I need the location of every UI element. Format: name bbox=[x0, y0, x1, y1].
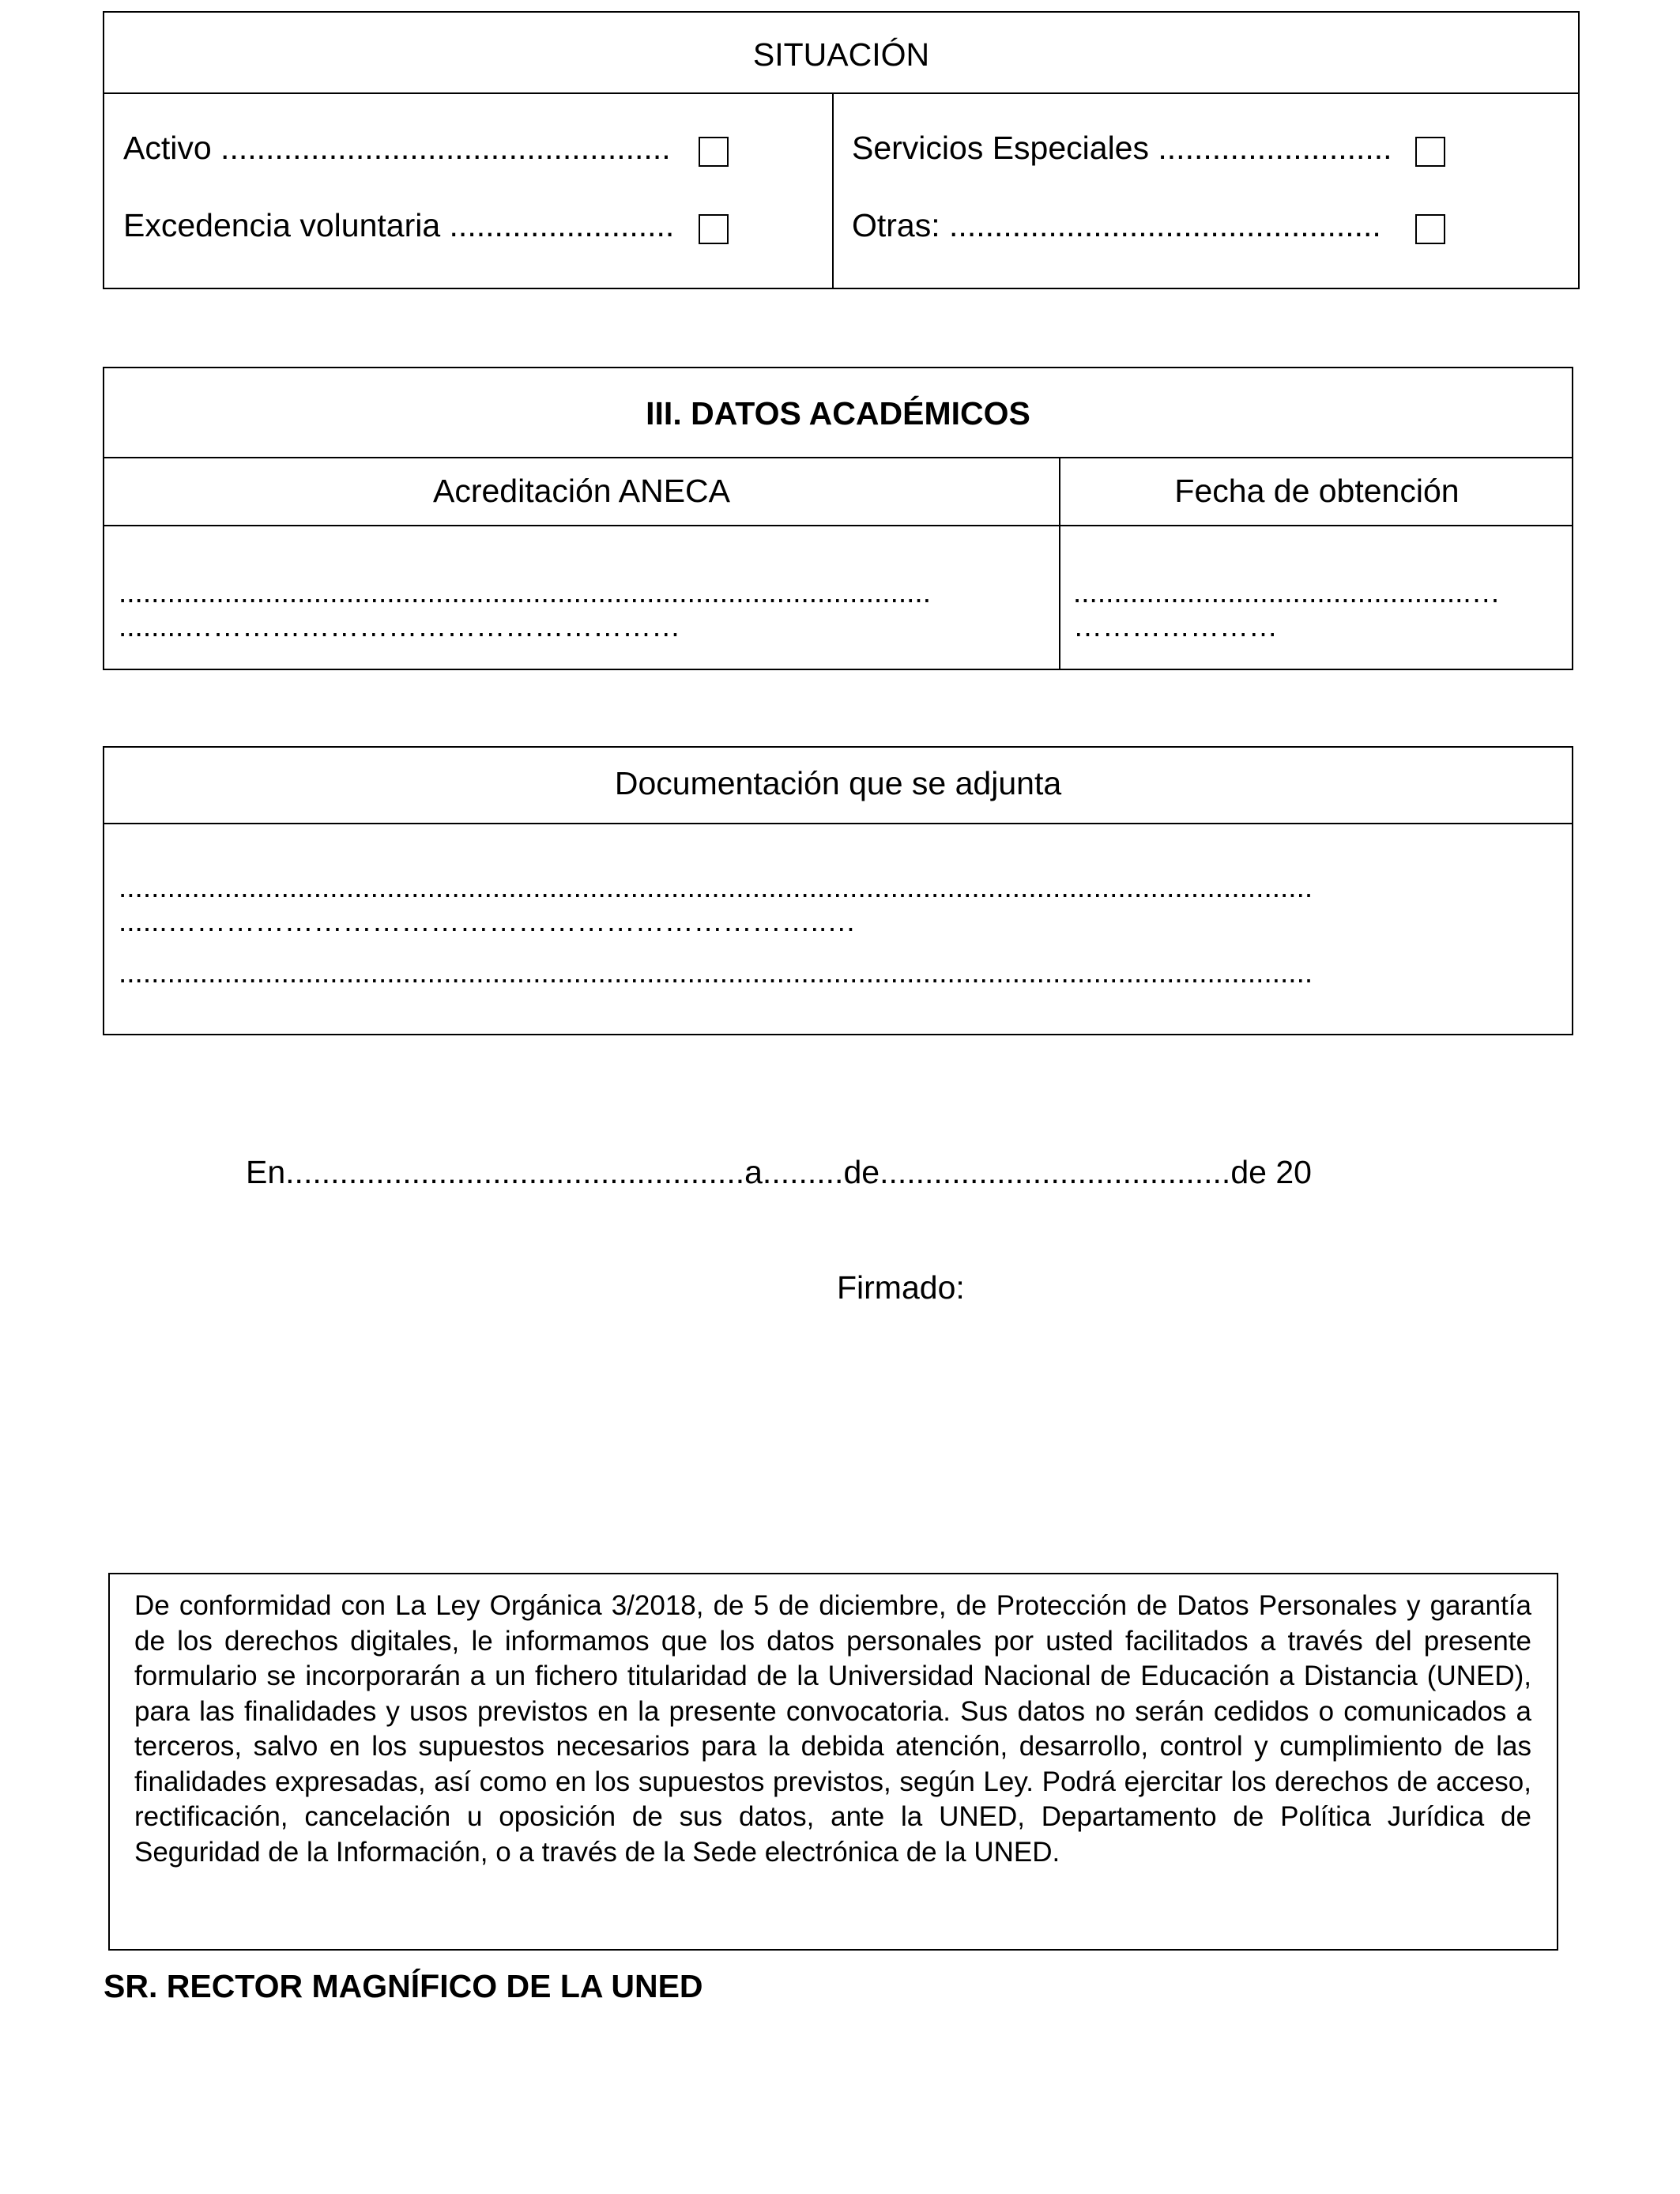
fecha-lugar-line bbox=[246, 1154, 1312, 1191]
datos-academicos-section bbox=[103, 367, 1573, 670]
checkbox-servicios-especiales[interactable] bbox=[1415, 137, 1445, 167]
option-label: Excedencia voluntaria bbox=[123, 207, 450, 243]
signature-area[interactable] bbox=[837, 1320, 1390, 1525]
option-label: Servicios Especiales bbox=[852, 130, 1158, 166]
fill-dots: ................................................................................................................................................... bbox=[119, 956, 1313, 989]
divider bbox=[832, 92, 834, 288]
documentacion-field[interactable] bbox=[119, 870, 1558, 1028]
option-otras bbox=[852, 207, 1381, 244]
firmado-label: Firmado: bbox=[837, 1269, 965, 1306]
fill-dots: ......... bbox=[762, 1154, 844, 1190]
fill-dots: ........…………………………………………… bbox=[119, 610, 681, 643]
fill-dots: ......…………………………………………………………..… bbox=[119, 905, 857, 937]
divider bbox=[104, 92, 1578, 94]
situacion-section bbox=[103, 11, 1580, 289]
fill-dots: .................................................. bbox=[220, 130, 671, 166]
checkbox-otras[interactable] bbox=[1415, 214, 1445, 244]
fill-dots: ................................................... bbox=[285, 1154, 745, 1190]
option-label: Activo bbox=[123, 130, 221, 166]
fill-dots: ………………… bbox=[1073, 610, 1278, 643]
fecha-de-20: de 20 bbox=[1230, 1154, 1312, 1190]
fill-dots: ....................................... bbox=[880, 1154, 1231, 1190]
addressee-footer: SR. RECTOR MAGNÍFICO DE LA UNED bbox=[104, 1968, 703, 2004]
documentacion-section bbox=[103, 746, 1573, 1035]
fecha-a: a bbox=[744, 1154, 763, 1190]
legal-notice-box bbox=[108, 1573, 1558, 1951]
acreditacion-aneca-header: Acreditación ANECA bbox=[432, 473, 730, 509]
fill-dots: .................................................................................................... bbox=[119, 576, 931, 609]
divider bbox=[104, 823, 1572, 824]
option-label: Otras: bbox=[852, 207, 950, 243]
fill-dots: .......................... bbox=[1158, 130, 1392, 166]
legal-notice-text: De conformidad con La Ley Orgánica 3/2018, de 5 de diciembre, de Protección de Datos Personales y garantía de los derechos digitales, le informamos que los datos personales por usted facilitados a través del presente formulario se incorporarán a un fichero titularidad de la Universidad Nacional de Educación a Distancia (UNED), para las finalidades y usos previstos en la presente convocatoria. Sus datos no serán cedidos o comunicados a terceros, salvo en los supuestos necesarios para la debida atención, desarrollo, control y cumplimiento de las finalidades expresadas, así como en los supuestos previstos, según Ley. Podrá ejercitar los derechos de acceso, rectificación, cancelación u oposición de sus datos, ante la UNED, Departamento de Política Jurídica de Seguridad de la Información, o a través de la Sede electrónica de la UNED. bbox=[134, 1590, 1531, 1868]
option-excedencia-voluntaria bbox=[123, 207, 674, 244]
fecha-de: de bbox=[843, 1154, 880, 1190]
fecha-field[interactable] bbox=[1073, 575, 1567, 647]
option-servicios-especiales bbox=[852, 130, 1392, 167]
fill-dots: .................................................… bbox=[1073, 576, 1501, 609]
fill-dots: ................................................ bbox=[949, 207, 1381, 243]
option-activo bbox=[123, 130, 671, 167]
acreditacion-field[interactable] bbox=[119, 575, 1047, 647]
fecha-obtencion-header: Fecha de obtención bbox=[1174, 473, 1460, 509]
divider bbox=[104, 457, 1572, 458]
documentacion-title: Documentación que se adjunta bbox=[614, 765, 1062, 801]
divider bbox=[104, 525, 1572, 526]
datos-academicos-title: III. DATOS ACADÉMICOS bbox=[646, 395, 1030, 432]
fill-dots: ......................... bbox=[449, 207, 675, 243]
checkbox-activo[interactable] bbox=[699, 137, 729, 167]
fill-dots: ................................................................................................................................................... bbox=[119, 871, 1313, 903]
checkbox-excedencia-voluntaria[interactable] bbox=[699, 214, 729, 244]
fecha-en: En bbox=[246, 1154, 286, 1190]
situacion-title: SITUACIÓN bbox=[752, 36, 930, 73]
